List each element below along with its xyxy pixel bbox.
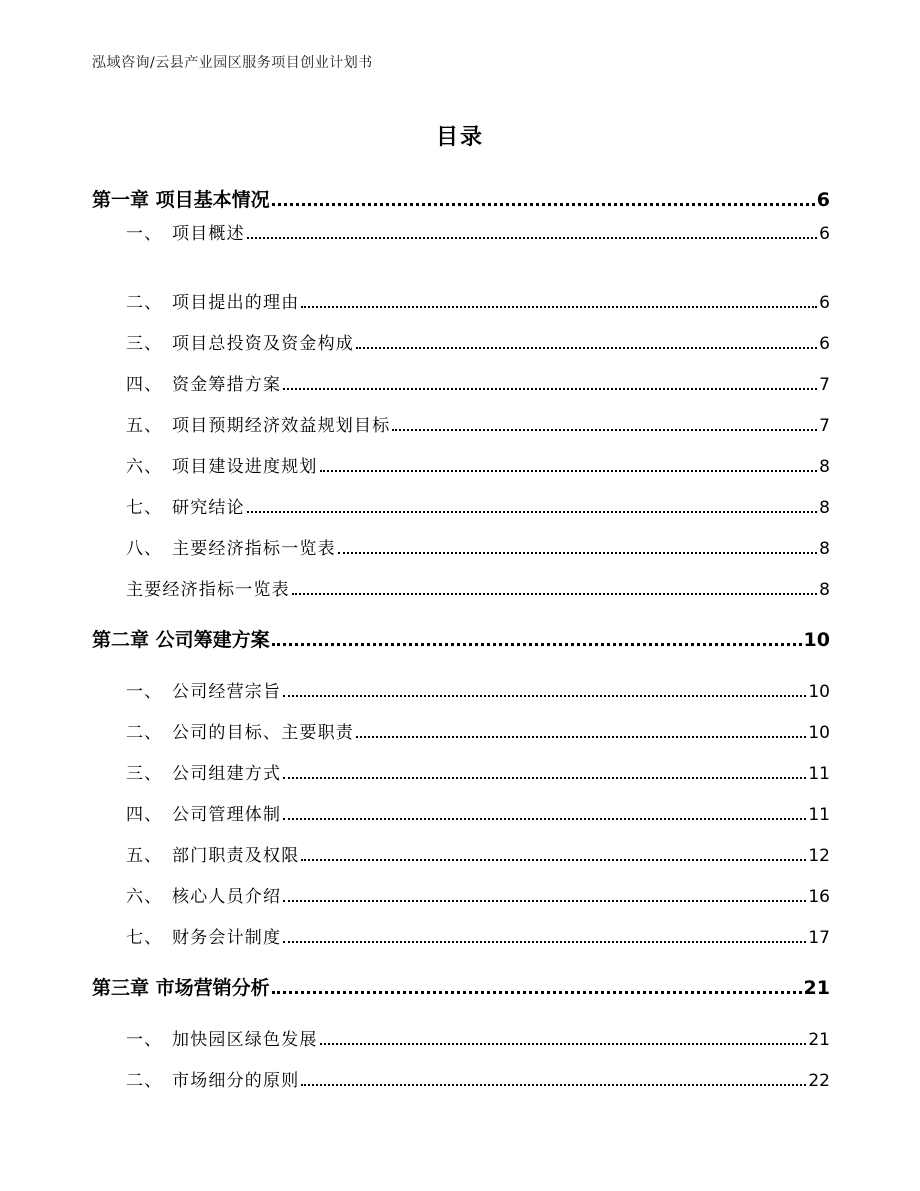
toc-section-title: 加快园区绿色发展 bbox=[172, 1030, 318, 1050]
toc-section-number: 二、 bbox=[126, 293, 163, 313]
toc-section-title: 研究结论 bbox=[172, 498, 245, 518]
toc-page-number: 6 bbox=[819, 224, 830, 244]
toc-page-number: 22 bbox=[808, 1071, 830, 1091]
toc-section[interactable] bbox=[126, 452, 830, 477]
dot-leader bbox=[247, 510, 817, 513]
dot-leader bbox=[392, 428, 817, 431]
dot-leader bbox=[283, 387, 817, 390]
running-header: 泓域咨询/云县产业园区服务项目创业计划书 bbox=[92, 55, 373, 71]
toc-page-number: 11 bbox=[808, 805, 830, 825]
toc-section-title: 公司管理体制 bbox=[172, 805, 282, 825]
toc-section-title: 资金筹措方案 bbox=[172, 375, 282, 395]
toc-section-number: 七、 bbox=[126, 498, 163, 518]
toc-section[interactable] bbox=[126, 1025, 830, 1050]
toc-section-number: 六、 bbox=[126, 887, 163, 907]
toc-section-label bbox=[126, 288, 299, 313]
dot-leader bbox=[301, 1083, 806, 1086]
toc-page-number: 6 bbox=[819, 334, 830, 354]
toc-section[interactable] bbox=[126, 370, 830, 395]
toc-section-number: 二、 bbox=[126, 723, 163, 743]
dot-leader bbox=[320, 469, 818, 472]
toc-page-number: 11 bbox=[808, 764, 830, 784]
toc-section-label bbox=[126, 493, 245, 518]
toc-section-label bbox=[126, 677, 281, 702]
dot-leader bbox=[283, 694, 806, 697]
toc-chapter-label: 第三章 市场营销分析 bbox=[92, 977, 270, 999]
dot-leader bbox=[283, 899, 806, 902]
toc-section-label bbox=[126, 534, 336, 559]
toc-page-number: 21 bbox=[803, 977, 830, 999]
toc-section-title: 项目预期经济效益规划目标 bbox=[172, 416, 391, 436]
toc-section[interactable] bbox=[126, 882, 830, 907]
toc-page-number: 16 bbox=[808, 887, 830, 907]
toc-subsection[interactable] bbox=[126, 575, 830, 600]
toc-section-title: 项目总投资及资金构成 bbox=[172, 334, 354, 354]
toc-section-label bbox=[126, 370, 281, 395]
toc-section-label bbox=[126, 800, 281, 825]
toc-page-number: 8 bbox=[819, 539, 830, 559]
toc-section-title: 项目提出的理由 bbox=[172, 293, 300, 313]
toc-chapter-label: 第一章 项目基本情况 bbox=[92, 189, 270, 211]
toc-section[interactable] bbox=[126, 677, 830, 702]
dot-leader bbox=[301, 305, 817, 308]
toc-page-number: 8 bbox=[819, 580, 830, 600]
toc-section[interactable] bbox=[126, 1066, 830, 1091]
dot-leader bbox=[356, 735, 806, 738]
toc-section[interactable] bbox=[126, 841, 830, 866]
toc-page-number: 6 bbox=[819, 293, 830, 313]
dot-leader bbox=[272, 642, 802, 646]
toc-section-number: 二、 bbox=[126, 1071, 163, 1091]
toc-section-label bbox=[126, 882, 281, 907]
toc-section-number: 七、 bbox=[126, 928, 163, 948]
toc-section-label bbox=[126, 718, 354, 743]
toc-section-label bbox=[126, 219, 245, 244]
toc-section-number: 一、 bbox=[126, 224, 163, 244]
toc-section-title: 主要经济指标一览表 bbox=[172, 539, 336, 559]
toc-section-label bbox=[126, 841, 299, 866]
toc-section-label bbox=[126, 923, 281, 948]
toc-section-label bbox=[126, 329, 354, 354]
page-title: 目录 bbox=[435, 125, 484, 150]
toc-section-label bbox=[126, 1025, 318, 1050]
toc-section[interactable] bbox=[126, 219, 830, 244]
toc-section-number: 六、 bbox=[126, 457, 163, 477]
toc-page-number: 6 bbox=[816, 189, 830, 211]
toc-page-number: 10 bbox=[803, 629, 830, 651]
toc-section-label bbox=[126, 452, 318, 477]
toc-section-number: 四、 bbox=[126, 805, 163, 825]
toc-page-number: 12 bbox=[808, 846, 830, 866]
dot-leader bbox=[272, 202, 815, 206]
toc-section[interactable] bbox=[126, 288, 830, 313]
toc-chapter-label: 第二章 公司筹建方案 bbox=[92, 629, 270, 651]
toc-section-number: 五、 bbox=[126, 846, 163, 866]
toc-section[interactable] bbox=[126, 718, 830, 743]
toc-section-number: 三、 bbox=[126, 764, 163, 784]
toc-section[interactable] bbox=[126, 800, 830, 825]
toc-section-title: 公司的目标、主要职责 bbox=[172, 723, 354, 743]
toc-chapter[interactable] bbox=[92, 973, 830, 1000]
dot-leader bbox=[247, 236, 817, 239]
toc-section-title: 市场细分的原则 bbox=[172, 1071, 300, 1091]
toc-section-label bbox=[126, 1066, 299, 1091]
toc-section[interactable] bbox=[126, 534, 830, 559]
dot-leader bbox=[272, 990, 802, 994]
toc-section[interactable] bbox=[126, 759, 830, 784]
toc-section-number: 一、 bbox=[126, 682, 163, 702]
toc-subsection-label: 主要经济指标一览表 bbox=[126, 580, 290, 600]
toc-section[interactable] bbox=[126, 329, 830, 354]
dot-leader bbox=[283, 817, 806, 820]
toc-section[interactable] bbox=[126, 923, 830, 948]
toc-page-number: 7 bbox=[819, 375, 830, 395]
toc-section-number: 三、 bbox=[126, 334, 163, 354]
toc-chapter[interactable] bbox=[92, 625, 830, 652]
toc-section[interactable] bbox=[126, 411, 830, 436]
toc-section-title: 公司组建方式 bbox=[172, 764, 282, 784]
toc-section-label bbox=[126, 759, 281, 784]
toc-section-title: 部门职责及权限 bbox=[172, 846, 300, 866]
toc-section-number: 四、 bbox=[126, 375, 163, 395]
toc-page-number: 7 bbox=[819, 416, 830, 436]
toc-section-number: 一、 bbox=[126, 1030, 163, 1050]
toc-page-number: 8 bbox=[819, 457, 830, 477]
dot-leader bbox=[283, 776, 806, 779]
toc-section[interactable] bbox=[126, 493, 830, 518]
toc-section-title: 财务会计制度 bbox=[172, 928, 282, 948]
dot-leader bbox=[320, 1042, 807, 1045]
toc-page-number: 8 bbox=[819, 498, 830, 518]
dot-leader bbox=[283, 940, 806, 943]
dot-leader bbox=[338, 551, 817, 554]
toc-section-number: 五、 bbox=[126, 416, 163, 436]
toc-section-title: 项目建设进度规划 bbox=[172, 457, 318, 477]
toc-section-label bbox=[126, 411, 390, 436]
dot-leader bbox=[356, 346, 817, 349]
toc-section-title: 核心人员介绍 bbox=[172, 887, 282, 907]
dot-leader bbox=[292, 592, 817, 595]
toc-section-number: 八、 bbox=[126, 539, 163, 559]
toc-page-number: 21 bbox=[808, 1030, 830, 1050]
toc-page-number: 17 bbox=[808, 928, 830, 948]
toc-page-number: 10 bbox=[808, 723, 830, 743]
toc-chapter[interactable] bbox=[92, 185, 830, 212]
toc-section-title: 公司经营宗旨 bbox=[172, 682, 282, 702]
toc-page-number: 10 bbox=[808, 682, 830, 702]
dot-leader bbox=[301, 858, 806, 861]
toc-section-title: 项目概述 bbox=[172, 224, 245, 244]
